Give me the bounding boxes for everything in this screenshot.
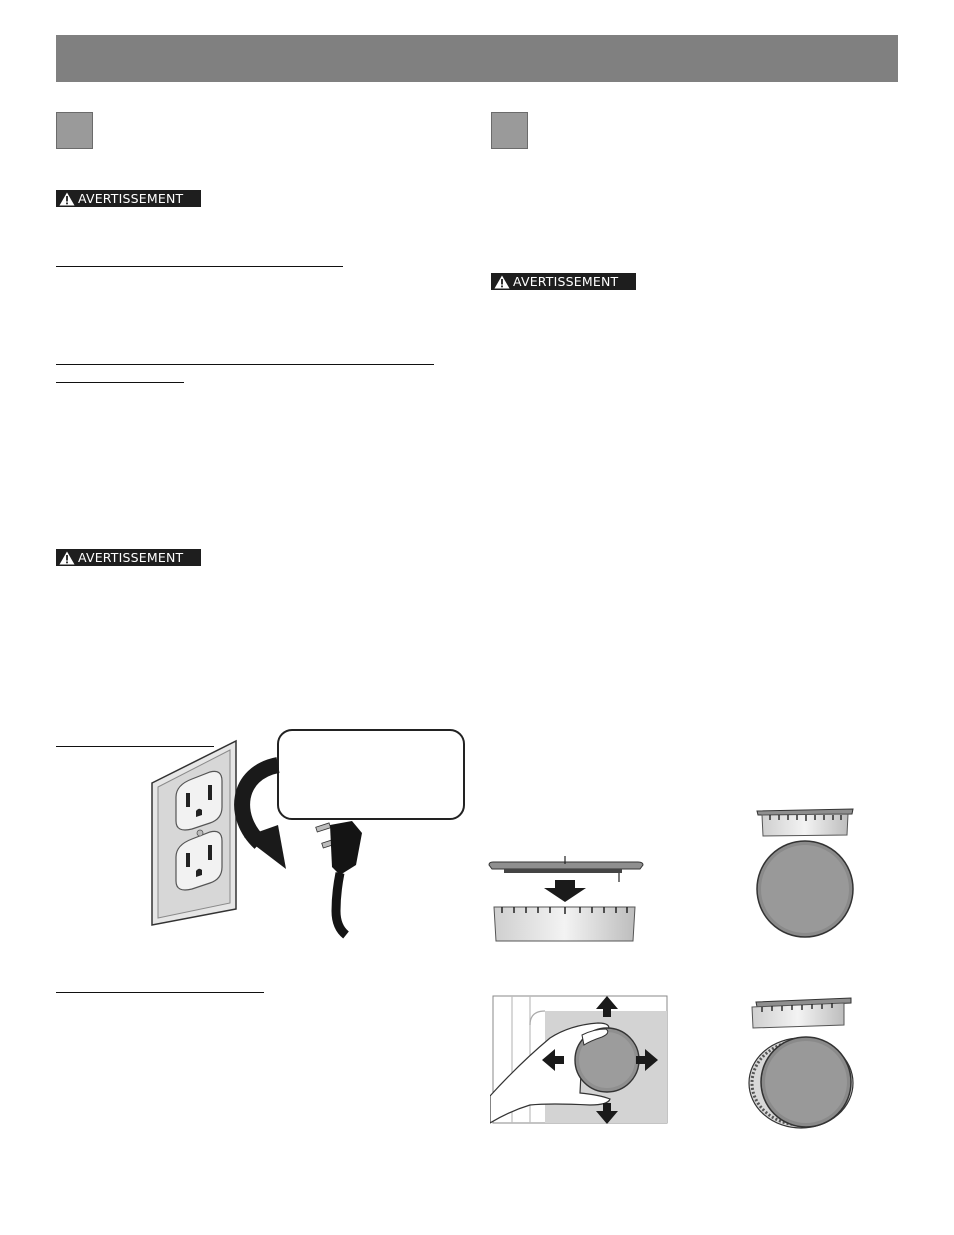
lamp-cover-on-round-lens	[752, 805, 858, 940]
wall-outlet	[152, 741, 236, 925]
power-plug	[316, 821, 362, 935]
hand-removing-round-lens	[490, 993, 670, 1126]
warning-triangle-icon	[59, 551, 75, 565]
warning-text: AVERTISSEMENT	[78, 550, 184, 565]
underline-rule	[56, 382, 184, 383]
warning-label-3	[491, 273, 636, 290]
warning-text: AVERTISSEMENT	[78, 191, 184, 206]
step-number-box-left	[56, 112, 93, 149]
warning-text: AVERTISSEMENT	[513, 274, 619, 289]
unplug-illustration	[140, 725, 470, 940]
underline-rule	[56, 992, 264, 993]
warning-triangle-icon	[59, 192, 75, 206]
underline-rule	[56, 364, 434, 365]
callout-box	[278, 730, 464, 819]
lamp-cover-and-base	[488, 855, 646, 945]
warning-label-2	[56, 549, 201, 566]
warning-label-1	[56, 190, 201, 207]
warning-triangle-icon	[494, 275, 510, 289]
lens-with-thread-and-cover	[748, 995, 860, 1132]
underline-rule	[56, 266, 343, 267]
step-number-box-right	[491, 112, 528, 149]
header-bar	[56, 35, 898, 82]
